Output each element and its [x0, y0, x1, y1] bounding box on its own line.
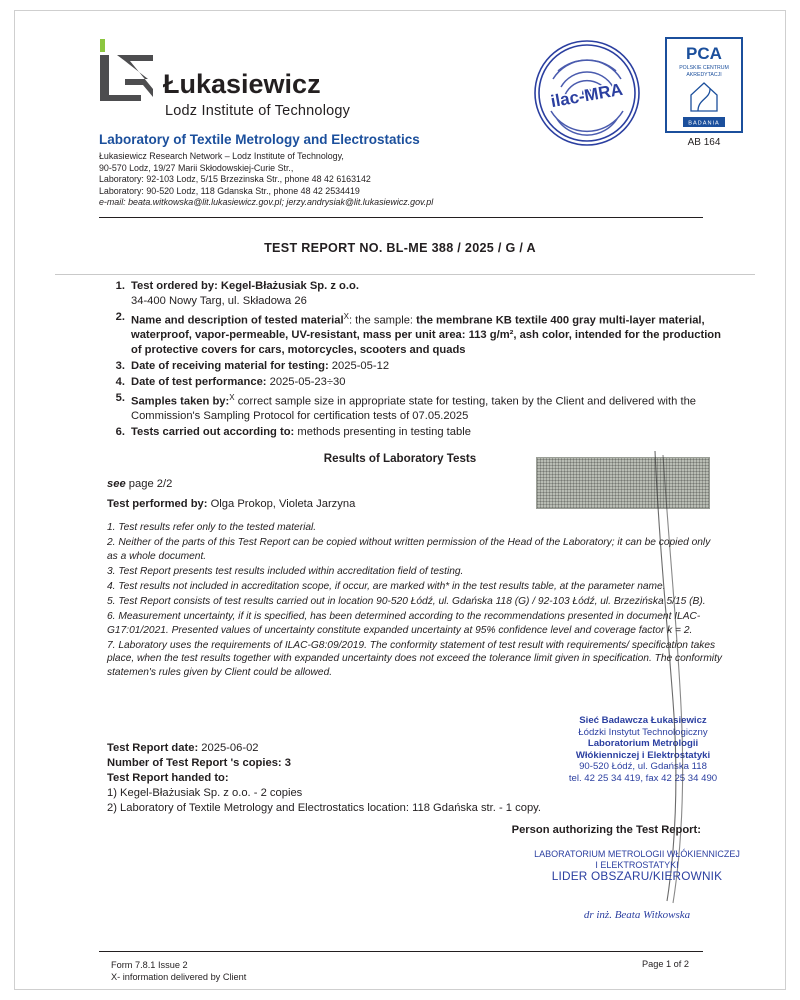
- handed-to-item: 2) Laboratory of Textile Metrology and Electrostatics location: 118 Gdańska str. - 1 copy.: [107, 802, 542, 814]
- page-number: Page 1 of 2: [642, 959, 689, 969]
- authorization-stamp: [531, 849, 743, 882]
- item-number: 3.: [115, 359, 125, 372]
- item-value: methods presenting in testing table: [294, 426, 471, 439]
- test-performed-by: [107, 498, 355, 510]
- document-sheet: [14, 10, 786, 990]
- item-label: Name and description of tested material: [131, 314, 344, 327]
- item-number: 1.: [115, 280, 125, 292]
- note-item: 2. Neither of the parts of this Test Report can be copied without written permission of the Head of the Laboratory; it can be copied only as a whole document.: [107, 537, 711, 562]
- see-value: page 2/2: [128, 478, 173, 490]
- address-line-2: 90-570 Lodz, 19/27 Marii Skłodowskiej-Curie Str.,: [99, 162, 294, 173]
- signature-name: dr inż. Beata Witkowska: [583, 909, 691, 921]
- form-number: Form 7.8.1 Issue 2: [111, 960, 188, 970]
- list-item: [107, 279, 723, 308]
- pca-title-text: PCA: [686, 44, 722, 63]
- item-number: 4.: [115, 375, 125, 388]
- item-extra: 34-400 Nowy Targ, ul. Składowa 26: [131, 294, 307, 307]
- pca-code: AB 164: [687, 137, 721, 148]
- form-identifier: [111, 959, 246, 983]
- laboratory-stamp: [540, 715, 746, 787]
- address-line-4: Laboratory: 90-520 Lodz, 118 Gdanska Str., phone 48 42 2534419: [99, 185, 360, 196]
- note-item: 4. Test results not included in accreditation scope, if occur, are marked with* in the test results table, at the parameter name.: [107, 580, 666, 592]
- svg-text:BADANIA: BADANIA: [688, 120, 720, 127]
- stamp-line: Laboratorium Metrologii: [587, 738, 699, 750]
- item-value: correct sample size in appropriate state for testing, taken by the Client and delivered with the Commission's Sampling Protocol for certification tests of 07.05.2025: [131, 395, 697, 423]
- report-date-value: 2025-06-02: [198, 742, 259, 754]
- footnote-mark-icon: X: [343, 311, 349, 321]
- note-item: 3. Test Report presents test results included within accreditation field of testing.: [107, 565, 464, 577]
- email-line: e-mail: beata.witkowska@lit.lukasiewicz.gov.pl; jerzy.andrysiak@lit.lukasiewicz.gov.pl: [99, 197, 434, 208]
- handed-to-label: Test Report handed to:: [107, 772, 229, 784]
- stamp-line: tel. 42 25 34 419, fax 42 25 34 490: [568, 772, 718, 784]
- report-date-label: Test Report date:: [107, 742, 199, 754]
- item-label: Tests carried out according to:: [131, 426, 295, 439]
- title-divider: [55, 274, 755, 275]
- stamp-line: Włókienniczej i Elektrostatyki: [575, 749, 711, 761]
- list-item: [107, 391, 723, 424]
- ilac-mra-icon: [531, 37, 643, 149]
- pca-accreditation-mark: [665, 37, 743, 133]
- laboratory-address: [99, 151, 433, 209]
- stamp-line: LABORATORIUM METROLOGII WŁÓKIENNICZEJ: [534, 849, 740, 859]
- person-authorizing-label: Person authorizing the Test Report:: [511, 824, 701, 836]
- svg-text:AKREDYTACJI: AKREDYTACJI: [686, 72, 722, 78]
- item-label: Samples taken by:: [131, 395, 230, 408]
- item-label: Test ordered by:: [131, 280, 218, 292]
- list-item: [107, 359, 723, 374]
- performed-label: Test performed by:: [107, 498, 208, 510]
- note-item: 7. Laboratory uses the requirements of ILAC-G8:09/2019. The conformity statement of test result with requirements/ specification takes place, when the test results together with expanded uncertainty does not exceed the tolerance limit given in specification. The conformity statemen's rules given by Client could be allowed.: [107, 639, 722, 678]
- report-copies-label: Number of Test Report 's copies:: [107, 757, 282, 769]
- item-value: : the sample:: [348, 314, 417, 327]
- lukasiewicz-logo-icon: [97, 39, 159, 105]
- list-item: [107, 310, 723, 358]
- item-value: 2025-05-23÷30: [266, 375, 346, 388]
- sample-photo: [536, 457, 710, 509]
- svg-text:POLSKIE CENTRUM: POLSKIE CENTRUM: [679, 65, 729, 71]
- footer-divider: [99, 951, 703, 952]
- stamp-line: Łódzki Instytut Technologiczny: [578, 726, 708, 738]
- note-item: 6. Measurement uncertainty, if it is specified, has been determined according to the recommendations presented in document ILAC-G17:01/2021. Presented values of uncertainty constitute expanded uncertainty at 95% confidence level and coverage factor k = 2.: [107, 611, 701, 636]
- list-item: [107, 375, 723, 390]
- report-copies-value: 3: [281, 757, 291, 769]
- document-header: [15, 11, 785, 211]
- item-value: 2025-05-12: [328, 359, 390, 372]
- item-bold-value: the membrane KB textile 400 gray multi-layer material, waterproof, vapor-permeable, UV-resistant, mass per unit area: 113 g/m², ash color, intended for the production of protective covers for cars, motorcycles, scooters and quads: [131, 314, 721, 356]
- stamp-line: LIDER OBSZARU/KIEROWNIK: [551, 869, 723, 883]
- report-title: TEST REPORT NO. BL-ME 388 / 2025 / G / A: [264, 241, 536, 255]
- header-divider: [99, 217, 703, 218]
- report-items: [107, 279, 723, 441]
- note-item: 5. Test Report consists of test results carried out in location 90-520 Łódź, ul. Gdańska 118 (G) / 92-103 Łódź, ul. Brzezińska 5/15 (B).: [107, 595, 706, 607]
- see-label: see: [107, 478, 126, 490]
- footnote-text: X- information delivered by Client: [111, 972, 247, 982]
- performed-value: Olga Prokop, Violeta Jarzyna: [207, 498, 356, 510]
- stamp-line: Sieć Badawcza Łukasiewicz: [579, 715, 707, 726]
- item-label: Date of test performance:: [131, 375, 267, 388]
- list-item: [107, 425, 723, 440]
- report-notes: [107, 521, 723, 681]
- item-number: 6.: [115, 426, 125, 439]
- handed-to-item: 1) Kegel-Błażusiak Sp. z o.o. - 2 copies: [107, 787, 303, 799]
- item-value: Kegel-Błażusiak Sp. z o.o.: [217, 280, 359, 292]
- item-label: Date of receiving material for testing:: [131, 359, 329, 372]
- item-number: 5.: [115, 391, 125, 404]
- stamp-line: I ELEKTROSTATYKI: [595, 860, 679, 870]
- brand-subtitle: Lodz Institute of Technology: [165, 103, 351, 119]
- see-page-reference: [107, 478, 172, 490]
- note-item: 1. Test results refer only to the tested material.: [107, 522, 317, 533]
- address-line-1: Łukasiewicz Research Network – Lodz Institute of Technology,: [99, 151, 344, 161]
- address-line-3: Laboratory: 92-103 Lodz, 5/15 Brzezinska Str., phone 48 42 6163142: [99, 174, 371, 185]
- laboratory-title: Laboratory of Textile Metrology and Electrostatics: [99, 132, 420, 147]
- results-heading: Results of Laboratory Tests: [323, 452, 477, 465]
- brand-name: Łukasiewicz: [163, 69, 321, 99]
- footnote-mark-icon: X: [229, 392, 235, 402]
- item-number: 2.: [115, 310, 125, 323]
- stamp-line: 90-520 Łódź, ul. Gdańska 118: [579, 761, 707, 773]
- svg-text:ilac-MRA: ilac-MRA: [549, 79, 625, 112]
